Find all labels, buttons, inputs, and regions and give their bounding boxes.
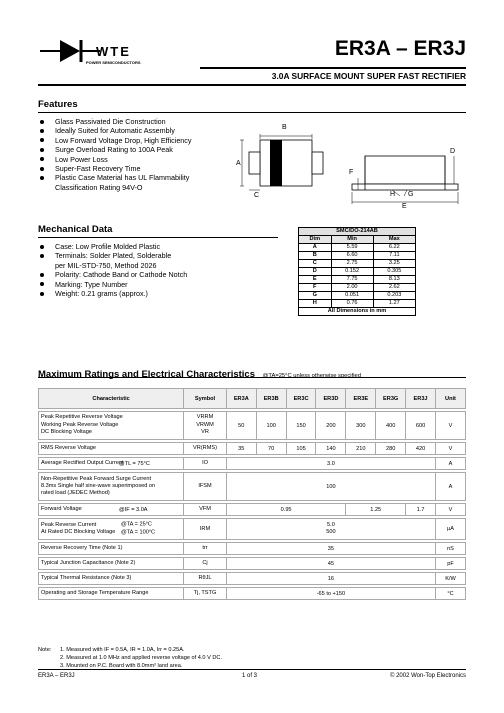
ratings-symbol (184, 558, 227, 570)
ratings-row (39, 558, 466, 570)
dimension-row (299, 276, 416, 284)
ratings-unit: A (435, 458, 465, 470)
note-item: 1. Measured with IF = 0.5A, IR = 1.0A, Irr = 0.25A. (60, 647, 185, 653)
ratings-value: 150 (286, 412, 316, 440)
dim-cell-min: 0.051 (331, 292, 373, 300)
mechanical-item-text: Weight: 0.21 grams (approx.) (55, 289, 148, 299)
symbol-text: Tj, TSTG (193, 589, 217, 596)
notes (38, 646, 222, 671)
symbol-text: IO (202, 459, 208, 466)
footer-rule (38, 669, 466, 670)
dim-cell-max: 6.22 (373, 244, 415, 252)
ratings-value: 100 (226, 473, 435, 501)
dim-cell-name: G (299, 292, 332, 300)
note-item: 3. Mounted on P.C. Board with 8.0mm² land area. (60, 663, 183, 670)
feature-item (38, 117, 258, 126)
ratings-row (39, 473, 466, 501)
symbol-text: VFM (199, 506, 211, 513)
mechanical-title: Mechanical Data (38, 224, 113, 235)
dimension-row (299, 284, 416, 292)
dimension-row (299, 300, 416, 308)
ratings-condition: @TA=25°C unless otherwise specified (262, 373, 361, 379)
ratings-symbol (184, 588, 227, 600)
dimension-row (299, 260, 416, 268)
ratings-characteristic (39, 519, 184, 540)
mechanical-item-text: Terminals: Solder Plated, Solderable (55, 251, 172, 261)
ratings-row (39, 543, 466, 555)
ratings-title-row (38, 364, 361, 382)
header-rule (200, 67, 466, 69)
ratings-symbol (184, 573, 227, 585)
footer-right: © 2002 Won-Top Electronics (389, 673, 466, 679)
features-title: Features (38, 99, 78, 110)
ratings-value (226, 519, 435, 540)
dim-header-dim: Dim (299, 236, 332, 244)
characteristic-text: Operating and Storage Temperature Range (41, 589, 149, 596)
characteristic-text: Typical Junction Capacitance (Note 2) (41, 559, 136, 566)
dim-label-b: B (282, 124, 287, 131)
ratings-characteristic (39, 473, 184, 501)
ratings-characteristic (39, 588, 184, 600)
ratings-characteristic (39, 573, 184, 585)
feature-item-text: Ideally Suited for Automatic Assembly (55, 126, 175, 136)
dim-cell-name: D (299, 268, 332, 276)
dim-cell-max: 0.305 (373, 268, 415, 276)
ratings-characteristic (39, 543, 184, 555)
ratings-header-cell: Unit (435, 389, 465, 409)
dim-cell-max: 3.25 (373, 260, 415, 268)
ratings-characteristic (39, 504, 184, 516)
ratings-header-cell: ER3B (256, 389, 286, 409)
ratings-header-cell: ER3E (346, 389, 376, 409)
brand-subtitle: POWER SEMICONDUCTORS (86, 60, 141, 65)
characteristic-text: Peak Repetitive Reverse Voltage (41, 414, 123, 421)
features-list (38, 117, 258, 192)
ratings-symbol (184, 412, 227, 440)
mechanical-rule (38, 237, 278, 238)
ratings-symbol (184, 543, 227, 555)
symbol-text: Cj (202, 559, 208, 566)
dimension-footer-row (299, 308, 416, 316)
dim-header-min: Min (331, 236, 373, 244)
characteristic-text: Typical Thermal Resistance (Note 3) (41, 574, 132, 581)
ratings-value: 3.0 (226, 458, 435, 470)
characteristic-text: At Rated DC Blocking Voltage (41, 529, 116, 536)
mechanical-item-text: Marking: Type Number (55, 279, 128, 289)
mechanical-item-text: Case: Low Profile Molded Plastic (55, 242, 161, 251)
mechanical-list (38, 242, 288, 298)
ratings-row (39, 573, 466, 585)
ratings-unit: pF (435, 558, 465, 570)
dim-label-a: A (236, 160, 241, 167)
characteristic-condition: @TA = 100°C (121, 529, 156, 536)
package-diagram (232, 126, 468, 218)
dim-label-c: C (254, 192, 260, 199)
dim-cell-name: H (299, 300, 332, 308)
ratings-characteristic (39, 412, 184, 440)
dim-label-g: G (408, 191, 414, 198)
characteristic-text: 8.3ms Single half sine-wave superimposed on (41, 483, 156, 490)
diode-logo-icon (40, 38, 150, 70)
ratings-header-cell: ER3D (316, 389, 346, 409)
ratings-header-row (39, 389, 466, 409)
ratings-unit: V (435, 443, 465, 455)
ratings-unit: µA (435, 519, 465, 540)
dim-cell-name: B (299, 252, 332, 260)
ratings-value-line: 500 (326, 529, 336, 536)
ratings-symbol (184, 458, 227, 470)
brand-name: WTE (96, 44, 131, 59)
ratings-row (39, 504, 466, 516)
feature-item-text: Surge Overload Rating to 100A Peak (55, 145, 173, 155)
dim-cell-min: 0.76 (331, 300, 373, 308)
feature-item (38, 173, 258, 192)
ratings-value: 140 (316, 443, 346, 455)
characteristic-text: Working Peak Reverse Voltage (41, 421, 119, 428)
ratings-header-cell: ER3G (376, 389, 406, 409)
dimension-table-footer: All Dimensions in mm (299, 308, 416, 316)
ratings-value: 0.95 (226, 504, 346, 516)
dim-cell-min: 5.59 (331, 244, 373, 252)
symbol-text: VRWM (196, 421, 214, 428)
feature-item (38, 145, 258, 154)
ratings-row (39, 519, 466, 540)
dim-cell-max: 0.203 (373, 292, 415, 300)
ratings-header-cell: ER3C (286, 389, 316, 409)
ratings-row (39, 443, 466, 455)
ratings-value: 100 (256, 412, 286, 440)
dimension-row (299, 244, 416, 252)
dim-cell-name: E (299, 276, 332, 284)
ratings-value: 35 (226, 443, 256, 455)
ratings-symbol (184, 473, 227, 501)
ratings-value: -65 to +150 (226, 588, 435, 600)
ratings-unit: K/W (435, 573, 465, 585)
ratings-value: 420 (406, 443, 436, 455)
ratings-value: 105 (286, 443, 316, 455)
characteristic-text: rated load (JEDEC Method) (41, 490, 110, 497)
dim-header-max: Max (373, 236, 415, 244)
ratings-symbol (184, 504, 227, 516)
dim-label-e: E (402, 203, 407, 210)
notes-label: Note: (38, 647, 52, 653)
characteristic-condition: @TA = 25°C (121, 521, 152, 528)
title-rule (38, 84, 466, 86)
ratings-value: 16 (226, 573, 435, 585)
feature-item-text: Low Power Loss (55, 154, 108, 164)
dim-cell-min: 6.60 (331, 252, 373, 260)
dim-label-d: D (450, 148, 456, 155)
mechanical-item-text: Polarity: Cathode Band or Cathode Notch (55, 270, 188, 280)
symbol-text: IFSM (198, 483, 212, 490)
page-title: ER3A – ER3J (334, 37, 466, 60)
ratings-unit: nS (435, 543, 465, 555)
mechanical-item (38, 270, 288, 279)
dimension-table-caption: SMC/DO-214AB (299, 228, 416, 236)
characteristic-text: Peak Reverse Current (41, 521, 97, 528)
ratings-symbol (184, 519, 227, 540)
feature-item-text: Super-Fast Recovery Time (55, 164, 141, 174)
ratings-value-line: 5.0 (327, 521, 335, 528)
ratings-unit: A (435, 473, 465, 501)
ratings-header-cell: ER3J (406, 389, 436, 409)
dim-cell-name: F (299, 284, 332, 292)
ratings-row (39, 412, 466, 440)
ratings-header-cell: ER3A (226, 389, 256, 409)
dim-cell-max: 1.27 (373, 300, 415, 308)
ratings-value: 300 (346, 412, 376, 440)
dim-cell-name: A (299, 244, 332, 252)
ratings-rule (38, 377, 466, 378)
ratings-table (38, 388, 466, 600)
characteristic-condition: @IF = 3.0A (119, 506, 148, 513)
dimension-row (299, 292, 416, 300)
ratings-value: 70 (256, 443, 286, 455)
ratings-value: 50 (226, 412, 256, 440)
characteristic-text: DC Blocking Voltage (41, 429, 92, 436)
symbol-text: VR (201, 429, 209, 436)
feature-item (38, 136, 258, 145)
logo (40, 38, 150, 70)
symbol-text: IRM (199, 525, 211, 532)
ratings-value: 200 (316, 412, 346, 440)
ratings-value: 210 (346, 443, 376, 455)
features-rule (38, 112, 466, 113)
ratings-value: 1.25 (346, 504, 406, 516)
ratings-value: 600 (406, 412, 436, 440)
ratings-symbol (184, 443, 227, 455)
feature-item-text: Glass Passivated Die Construction (55, 117, 166, 126)
dimension-table (298, 227, 416, 316)
dim-cell-min: 2.75 (331, 260, 373, 268)
page-subtitle: 3.0A SURFACE MOUNT SUPER FAST RECTIFIER (271, 71, 466, 81)
ratings-value: 35 (226, 543, 435, 555)
ratings-characteristic (39, 443, 184, 455)
symbol-text: RθJL (198, 574, 212, 581)
feature-item-text: Low Forward Voltage Drop, High Efficiency (55, 135, 192, 145)
ratings-characteristic (39, 558, 184, 570)
dim-cell-min: 2.00 (331, 284, 373, 292)
ratings-row (39, 458, 466, 470)
feature-item (38, 126, 258, 135)
ratings-unit: V (435, 412, 465, 440)
symbol-text: VR(RMS) (193, 444, 217, 451)
ratings-value: 280 (376, 443, 406, 455)
feature-item-text: Plastic Case Material has UL Flammability (55, 173, 190, 183)
symbol-text: VRRM (196, 414, 214, 421)
ratings-characteristic (39, 458, 184, 470)
dim-label-h: H (390, 191, 396, 198)
characteristic-text: Average Rectified Output Current (41, 459, 124, 466)
ratings-unit: °C (435, 588, 465, 600)
dimension-row (299, 268, 416, 276)
ratings-row (39, 588, 466, 600)
dimension-row (299, 252, 416, 260)
notes-list (60, 646, 222, 671)
characteristic-text: Non-Repetitive Peak Forward Surge Current (41, 475, 152, 482)
feature-item (38, 164, 258, 173)
ratings-header-cell: Characteristic (39, 389, 184, 409)
characteristic-text: Reverse Recovery Time (Note 1) (41, 544, 123, 551)
mechanical-item (38, 289, 288, 298)
ratings-title: Maximum Ratings and Electrical Characteristics (38, 369, 255, 380)
mechanical-item (38, 242, 288, 251)
dim-cell-max: 2.62 (373, 284, 415, 292)
dim-label-f: F (349, 169, 354, 176)
footer-center: 1 of 3 (242, 673, 258, 679)
mechanical-item (38, 280, 288, 289)
mechanical-item-text: per MIL-STD-750, Method 2026 (55, 260, 157, 270)
ratings-header-cell: Symbol (184, 389, 227, 409)
mechanical-item (38, 251, 288, 270)
footer-left: ER3A – ER3J (38, 673, 75, 679)
feature-item-text: Classification Rating 94V-O (55, 182, 143, 192)
symbol-text: trr (202, 544, 208, 551)
ratings-value: 400 (376, 412, 406, 440)
ratings-value: 1.7 (406, 504, 436, 516)
ratings-unit: V (435, 504, 465, 516)
dim-cell-name: C (299, 260, 332, 268)
dim-cell-min: 7.75 (331, 276, 373, 284)
characteristic-text: Forward Voltage (41, 506, 82, 513)
ratings-value: 45 (226, 558, 435, 570)
characteristic-text: RMS Reverse Voltage (41, 444, 97, 451)
dim-cell-min: 0.152 (331, 268, 373, 276)
note-item: 2. Measured at 1.0 MHz and applied reverse voltage of 4.0 V DC. (60, 655, 222, 662)
dim-cell-max: 8.13 (373, 276, 415, 284)
feature-item (38, 155, 258, 164)
characteristic-condition: @TL = 75°C (119, 460, 150, 467)
dim-cell-max: 7.11 (373, 252, 415, 260)
characteristic-conditions (121, 522, 155, 537)
